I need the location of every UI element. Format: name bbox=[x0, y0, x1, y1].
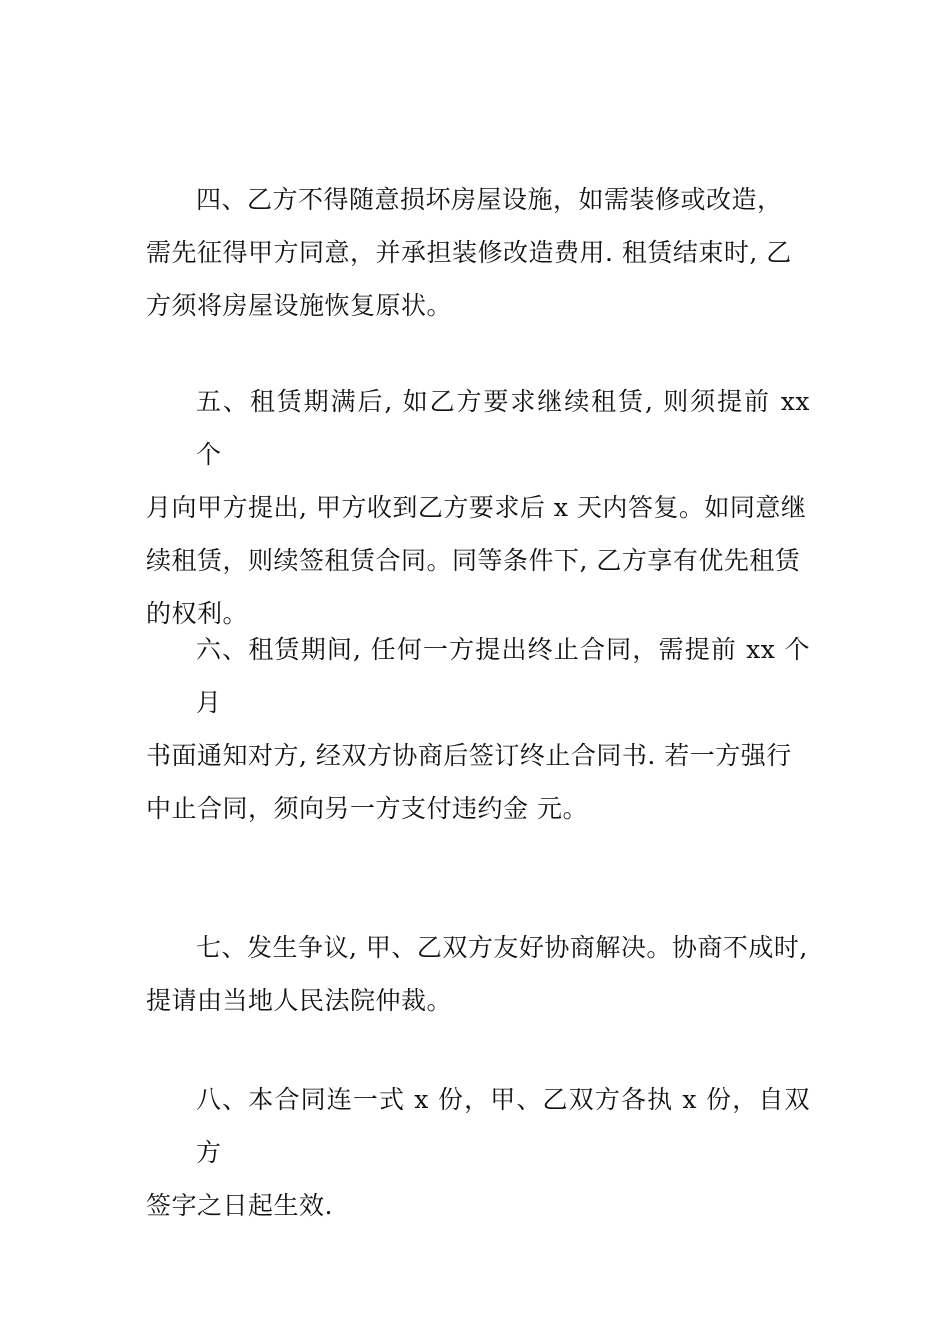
clause-5-paragraph bbox=[146, 375, 810, 640]
clause-6-line-2: 书面通知对方, 经双方协商后签订终止合同书. 若一方强行 bbox=[146, 741, 792, 770]
clause-7-line-1: 七、发生争议, 甲、乙双方友好协商解决。协商不成时, bbox=[196, 933, 808, 962]
clause-4-line-3: 方须将房屋设施恢复原状。 bbox=[146, 291, 453, 320]
clause-6-paragraph bbox=[146, 623, 810, 835]
clause-5-line-3: 续租赁，则续签租赁合同。同等条件下, 乙方享有优先租赁 bbox=[146, 546, 801, 575]
clause-6-line-3: 中止合同，须向另一方支付违约金 元。 bbox=[146, 794, 588, 823]
clause-7-line-2: 提请由当地人民法院仲裁。 bbox=[146, 986, 453, 1015]
clause-5-line-1: 五、租赁期满后, 如乙方要求继续租赁, 则须提前 xx 个 bbox=[196, 387, 810, 469]
clause-4-line-1: 四、乙方不得随意损坏房屋设施，如需装修或改造， bbox=[196, 185, 783, 214]
clause-8-paragraph bbox=[146, 1073, 810, 1232]
clause-6-line-1: 六、租赁期间, 任何一方提出终止合同，需提前 xx 个月 bbox=[196, 635, 810, 717]
clause-7-paragraph bbox=[146, 921, 810, 1027]
clause-8-line-1: 八、本合同连一式 x 份，甲、乙双方各执 x 份，自双方 bbox=[196, 1085, 810, 1167]
clause-4-paragraph bbox=[146, 173, 810, 332]
clause-5-line-2: 月向甲方提出, 甲方收到乙方要求后 x 天内答复。如同意继 bbox=[146, 493, 807, 522]
clause-5-line-4: 的权利。 bbox=[146, 599, 249, 628]
clause-8-line-2: 签字之日起生效. bbox=[146, 1191, 333, 1220]
clause-4-line-2: 需先征得甲方同意，并承担装修改造费用. 租赁结束时, 乙 bbox=[146, 238, 792, 267]
